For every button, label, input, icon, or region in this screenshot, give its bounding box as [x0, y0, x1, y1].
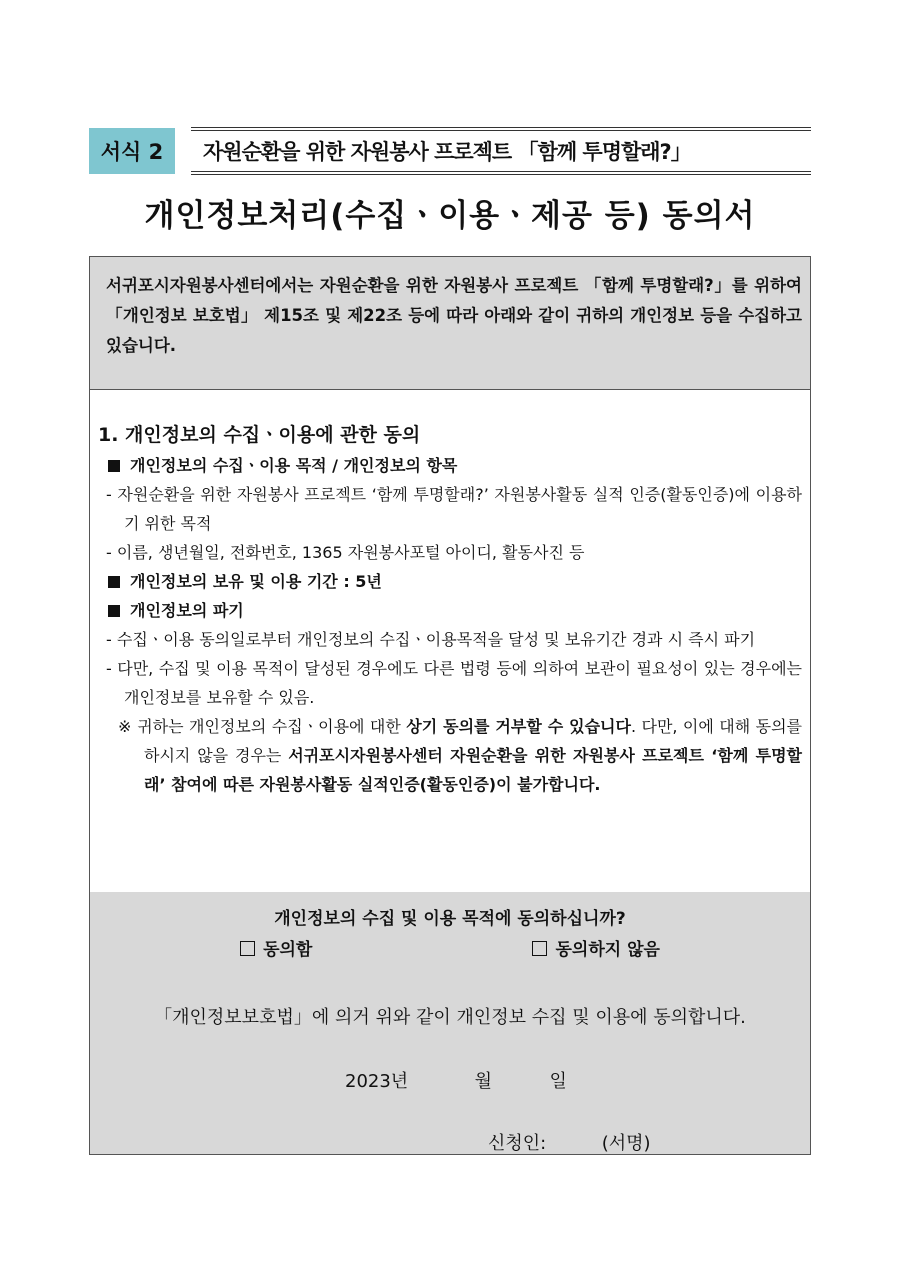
applicant-label: 신청인:	[488, 1133, 547, 1154]
refusal-notice: ※ 귀하는 개인정보의 수집ㆍ이용에 대한 상기 동의를 거부할 수 있습니다. 다만, 이에 대해 동의를 하시지 않을 경우는 서귀포시자원봉사센터 자원순환을 위한 자원봉사 프로젝트 ‘함께 투명할래’ 참여에 따른 자원봉사활동 실적인증(활동인증)이 불가합니다.	[118, 717, 803, 794]
consent-details-box	[89, 390, 811, 893]
disposal-heading: 개인정보의 파기	[98, 596, 802, 625]
retention-heading: 개인정보의 보유 및 이용 기간 : 5년	[98, 567, 802, 596]
signature-field[interactable]: (서명)	[601, 1133, 651, 1154]
purpose-heading: 개인정보의 수집ㆍ이용 목적 / 개인정보의 항목	[98, 451, 802, 480]
checkbox-icon[interactable]	[532, 941, 547, 956]
document-title: 개인정보처리(수집ㆍ이용ㆍ제공 등) 동의서	[144, 198, 756, 234]
checkbox-icon[interactable]	[240, 941, 255, 956]
purpose-item: - 자원순환을 위한 자원봉사 프로젝트 ‘함께 투명할래?’ 자원봉사활동 실적 인증(활동인증)에 이용하기 위한 목적	[106, 485, 802, 533]
agree-option[interactable]: 동의함	[240, 935, 312, 960]
purpose-item: - 이름, 생년월일, 전화번호, 1365 자원봉사포털 아이디, 활동사진 등	[106, 543, 585, 562]
date-year: 2023년	[345, 1071, 409, 1092]
disposal-item: - 다만, 수집 및 이용 목적이 달성된 경우에도 다른 법령 등에 의하여 보관이 필요성이 있는 경우에는 개인정보를 보유할 수 있음.	[106, 659, 802, 707]
date-day: 일	[549, 1071, 567, 1092]
intro-box	[89, 256, 811, 390]
intro-text: 서귀포시자원봉사센터에서는 자원순환을 위한 자원봉사 프로젝트 「함께 투명할래?」를 위하여 「개인정보 보호법」 제15조 및 제22조 등에 따라 아래와 같이 귀하의 개인정보 등을 수집하고 있습니다.	[106, 276, 802, 355]
date-line	[345, 1067, 567, 1093]
consent-question: 개인정보의 수집 및 이용 목적에 동의하십니까?	[274, 909, 626, 929]
consent-question-box	[89, 892, 811, 974]
section-title: 1. 개인정보의 수집ㆍ이용에 관한 동의	[98, 424, 421, 446]
signature-box	[89, 973, 811, 1155]
applicant-line	[488, 1129, 651, 1155]
date-month: 월	[474, 1071, 493, 1092]
consent-statement: 「개인정보보호법」에 의거 위와 같이 개인정보 수집 및 이용에 동의합니다.	[154, 1007, 746, 1028]
form-number-badge: 서식 2	[89, 128, 175, 174]
square-bullet-icon	[108, 605, 120, 617]
project-title: 자원순환을 위한 자원봉사 프로젝트 「함께 투명할래?」	[191, 127, 811, 175]
disposal-item: - 수집ㆍ이용 동의일로부터 개인정보의 수집ㆍ이용목적을 달성 및 보유기간 경과 시 즉시 파기	[106, 630, 756, 649]
square-bullet-icon	[108, 576, 120, 588]
square-bullet-icon	[108, 460, 120, 472]
disagree-option[interactable]: 동의하지 않음	[532, 935, 659, 960]
